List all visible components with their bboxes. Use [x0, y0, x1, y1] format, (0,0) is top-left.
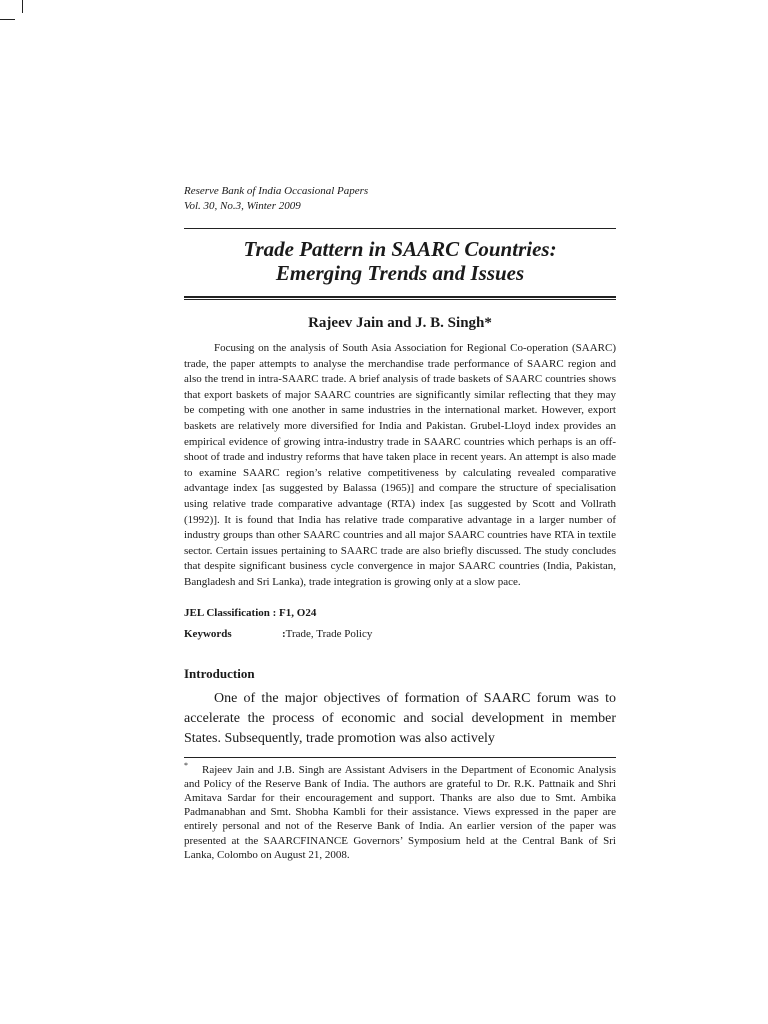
jel-value: F1, O24 — [279, 606, 317, 619]
keywords-colon: : — [282, 627, 286, 640]
title-line-1: Trade Pattern in SAARC Countries: — [243, 237, 557, 261]
keywords-label: Keywords — [184, 627, 232, 640]
paper-page — [184, 184, 616, 862]
footnote-rule — [184, 757, 616, 758]
title-top-rule — [184, 228, 616, 229]
footnote-text: Rajeev Jain and J.B. Singh are Assistant Advisers in the Department of Economic Analysis and Policy of the Reserve Bank of India. The authors are grateful to Dr. R.K. Pattnaik and Shri Amitava Sardar for their encouragement and support. Thanks are also due to Smt. Ambika Padmanabhan and Smt. Shobha Kambli for their assistance. Views expressed in the paper are entirely personal and not of the Reserve Bank of India. An earlier version of the paper was presented at the SAARCFINANCE Governors’ Symposium held at the Central Bank of Sri Lanka, Colombo on August 21, 2008. — [184, 763, 616, 861]
paper-title — [184, 237, 616, 285]
title-line-2: Emerging Trends and Issues — [275, 261, 525, 285]
abstract: Focusing on the analysis of South Asia Association for Regional Co-operation (SAARC) trade, the paper attempts to analyse the merchandise trade performance of SAARC region and also the trend in intra-SAARC trade. A brief analysis of trade baskets of SAARC countries shows that export baskets of major SAARC countries are significantly similar reflecting that they may be competing with one another in same industries in the international market. However, export baskets are relatively more diversified for India and Pakistan. Grubel-Lloyd index provides an empirical evidence of growing intra-industry trade in SAARC countries which perhaps is an off-shoot of trade and industry reforms that have taken place in recent years. An attempt is also made to examine SAARC region’s relative competitiveness by calculating revealed comparative advantage index [as suggested by Balassa (1965)] and compare the structure of specialisation using relative trade comparative advantage (RTA) index [as suggested by Scott and Vollrath (1992)]. It is found that India has relative trade comparative advantage in a larger number of industry groups than other SAARC countries and all major SAARC countries have RTA in textile sector. Certain issues pertaining to SAARC trade are also briefly discussed. The study concludes that despite significant business cycle convergence in major SAARC countries (India, Pakistan, Bangladesh and Sri Lanka), trade integration is growing only at a slow pace. — [184, 342, 616, 588]
jel-classification — [184, 606, 616, 621]
journal-name: Reserve Bank of India Occasional Papers — [184, 185, 369, 197]
footnote-marker: * — [184, 760, 188, 770]
jel-label: JEL Classification : — [184, 606, 277, 619]
section-heading-introduction: Introduction — [184, 665, 255, 681]
title-bottom-rule — [184, 296, 616, 300]
keywords — [184, 627, 616, 642]
crop-mark-vertical — [22, 0, 23, 13]
journal-volume: Vol. 30, No.3, Winter 2009 — [184, 200, 301, 212]
introduction-paragraph: One of the major objectives of formation of SAARC forum was to accelerate the process of economic and social development in member States. Subsequently, trade promotion was also actively — [184, 690, 616, 746]
crop-mark-horizontal — [0, 19, 15, 20]
authors: Rajeev Jain and J. B. Singh* — [308, 315, 492, 331]
keywords-value: Trade, Trade Policy — [285, 627, 373, 640]
footnote — [184, 760, 616, 862]
